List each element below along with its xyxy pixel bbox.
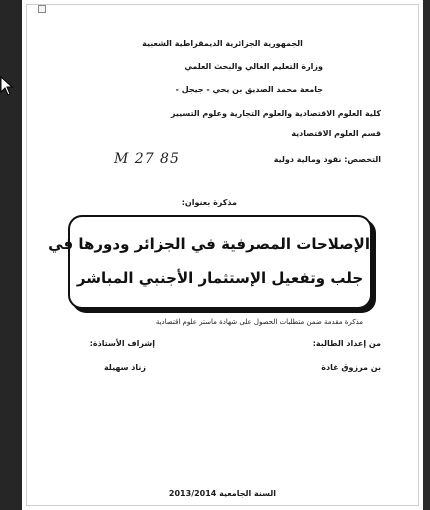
student-name: بن مرزوق غادة xyxy=(321,363,381,372)
republic-heading: الجمهورية الجزائرية الديمقراطية الشعبية xyxy=(142,39,303,48)
supervisor-label: إشراف الأستاذة: xyxy=(89,339,155,348)
academic-year: السنة الجامعية 2013/2014 xyxy=(168,489,277,498)
mouse-cursor-icon xyxy=(0,76,14,96)
supervisor-name: زناد سهيلة xyxy=(103,363,146,372)
department-line: قسم العلوم الاقتصادية xyxy=(291,129,381,138)
faculty-line: كلية العلوم الاقتصادية والعلوم التجارية وعلوم التسيير xyxy=(170,109,381,118)
specialty-line: التخصص: نقود ومالية دولية xyxy=(273,155,381,164)
page-corner-mark xyxy=(38,5,46,13)
purpose-line: مذكرة مقدمة ضمن متطلبات الحصول على شهادة ماستر علوم اقتصادية xyxy=(155,318,363,326)
university-line: جامعة محمد الصديق بن يحي - جيجل - xyxy=(175,85,323,94)
student-label: من إعداد الطالبة: xyxy=(312,339,381,348)
title-line-2: جلب وتفعيل الإستثمار الأجنبي المباشر xyxy=(76,269,364,287)
ministry-line: وزارة التعليم العالي والبحث العلمي xyxy=(184,62,323,71)
memo-label: مذكرة بعنوان: xyxy=(181,198,237,207)
title-line-1: الإصلاحات المصرفية في الجزائر ودورها في xyxy=(48,235,370,253)
handwritten-catalog-number: M 27 85 xyxy=(114,151,180,167)
title-box xyxy=(48,215,372,309)
document-page xyxy=(22,0,423,510)
